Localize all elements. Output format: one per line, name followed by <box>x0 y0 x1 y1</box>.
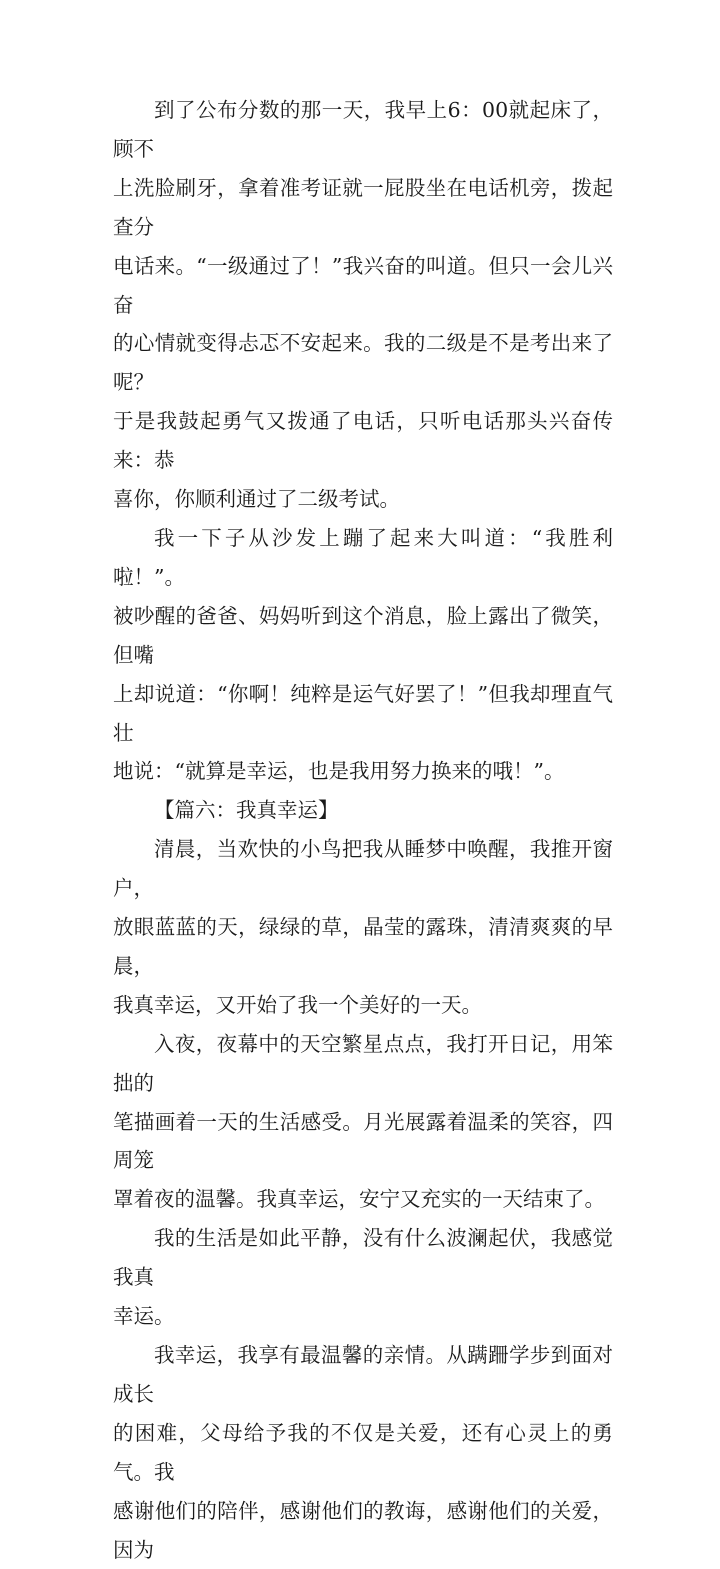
paragraph-victory: 我一下子从沙发上蹦了起来大叫道：“我胜利啦！”。 被吵醒的爸爸、妈妈听到这个消息，脸上露出了微笑，但嘴 上却说道：“你啊！纯粹是运气好罢了！”但我却理直气壮 地说：“就算是幸运，也是我用努力换来的哦！”。 <box>113 525 613 784</box>
section-heading: 【篇六：我真幸运】 <box>154 798 339 823</box>
paragraph-calm-life: 我的生活是如此平静，没有什么波澜起伏，我感觉我真 幸运。 <box>113 1226 613 1329</box>
paragraph-family-love: 我幸运，我享有最温馨的亲情。从蹒跚学步到面对成长 的困难，父母给予我的不仅是关爱，还有心灵上的勇气。我 感谢他们的陪伴，感谢他们的教诲，感谢他们的关爱，因为 <box>113 1343 613 1562</box>
paragraph-morning: 清晨，当欢快的小鸟把我从睡梦中唤醒，我推开窗户， 放眼蓝蓝的天，绿绿的草，晶莹的露珠，清清爽爽的早晨， 我真幸运，又开始了我一个美好的一天。 <box>113 837 613 1017</box>
paragraph-score-day: 到了公布分数的那一天，我早上6：00就起床了，顾不 上洗脸刷牙，拿着准考证就一屁股坐在电话机旁，拨起查分 电话来。“一级通过了！”我兴奋的叫道。但只一会儿兴奋 的心情就变得忐忑不安起来。我的二级是不是考出来了呢？ 于是我鼓起勇气又拨通了电话，只听电话那头兴奋传来：恭 喜你，你顺利通过了二级考试。 <box>113 98 613 512</box>
paragraph-night: 入夜，夜幕中的天空繁星点点，我打开日记，用笨拙的 笔描画着一天的生活感受。月光展露着温柔的笑容，四周笼 罩着夜的温馨。我真幸运，安宁又充实的一天结束了。 <box>113 1031 613 1212</box>
document-body <box>113 91 613 1569</box>
